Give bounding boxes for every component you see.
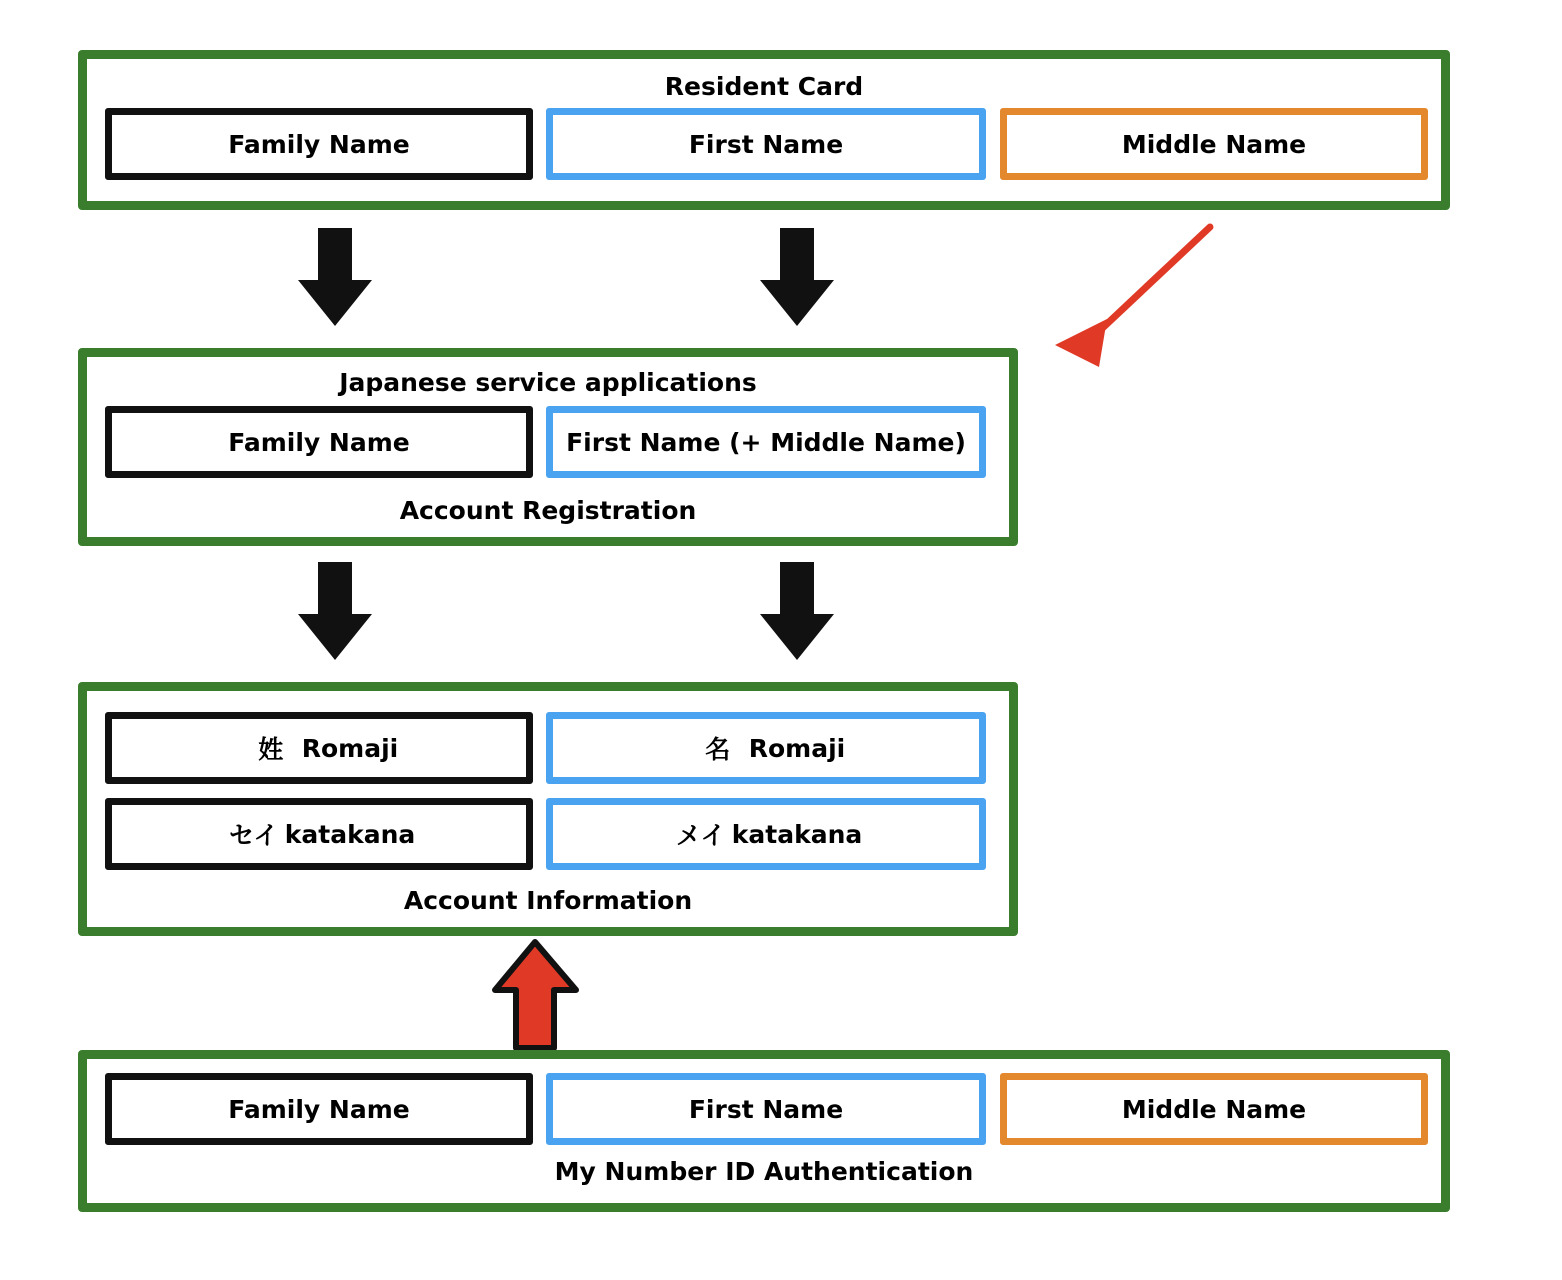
arrow-service-to-account-left (290, 562, 380, 662)
service-family-name-label: Family Name (228, 427, 410, 457)
account-family-katakana-kanji: セイ (229, 821, 279, 850)
account-first-romaji-latin: Romaji (748, 733, 846, 763)
service-first-name-field (546, 406, 986, 478)
arrow-resident-to-service-right (752, 228, 842, 328)
account-family-romaji-field (105, 712, 533, 784)
arrow-service-to-account-right (752, 562, 842, 662)
resident-card-middle-name-label: Middle Name (1121, 129, 1307, 159)
account-first-katakana-kanji: メイ (675, 821, 726, 850)
mynumber-first-name-label: First Name (688, 1094, 844, 1124)
resident-card-middle-name-field (1000, 108, 1428, 180)
mynumber-family-name-label: Family Name (228, 1094, 410, 1124)
account-first-romaji-kanji: 名 (705, 735, 731, 764)
account-information-caption: Account Information (403, 886, 693, 915)
account-family-romaji-latin: Romaji (301, 733, 399, 763)
resident-card-caption: Resident Card (664, 72, 864, 101)
arrow-mynumber-to-account-up (488, 938, 583, 1050)
service-first-name-label: First Name (+ Middle Name) (566, 427, 966, 457)
account-first-romaji-field (546, 712, 986, 784)
resident-card-first-name-label: First Name (688, 129, 844, 159)
resident-card-family-name-field (105, 108, 533, 180)
account-family-romaji-kanji: 姓 (258, 735, 284, 764)
account-first-katakana-field (546, 798, 986, 870)
mynumber-first-name-field (546, 1073, 986, 1145)
arrow-resident-to-service-left (290, 228, 380, 328)
mynumber-family-name-field (105, 1073, 533, 1145)
account-family-katakana-field (105, 798, 533, 870)
japanese-service-caption-top: Japanese service applications (339, 368, 757, 397)
mynumber-middle-name-label: Middle Name (1121, 1094, 1307, 1124)
resident-card-first-name-field (546, 108, 986, 180)
red-pointer-arrow-middle-name (1035, 215, 1225, 380)
mynumber-middle-name-field (1000, 1073, 1428, 1145)
account-first-katakana-latin: katakana (731, 819, 863, 849)
resident-card-family-name-label: Family Name (228, 129, 410, 159)
account-registration-caption: Account Registration (399, 496, 697, 525)
my-number-id-authentication-caption: My Number ID Authentication (554, 1157, 974, 1186)
service-family-name-field (105, 406, 533, 478)
account-family-katakana-latin: katakana (284, 819, 416, 849)
